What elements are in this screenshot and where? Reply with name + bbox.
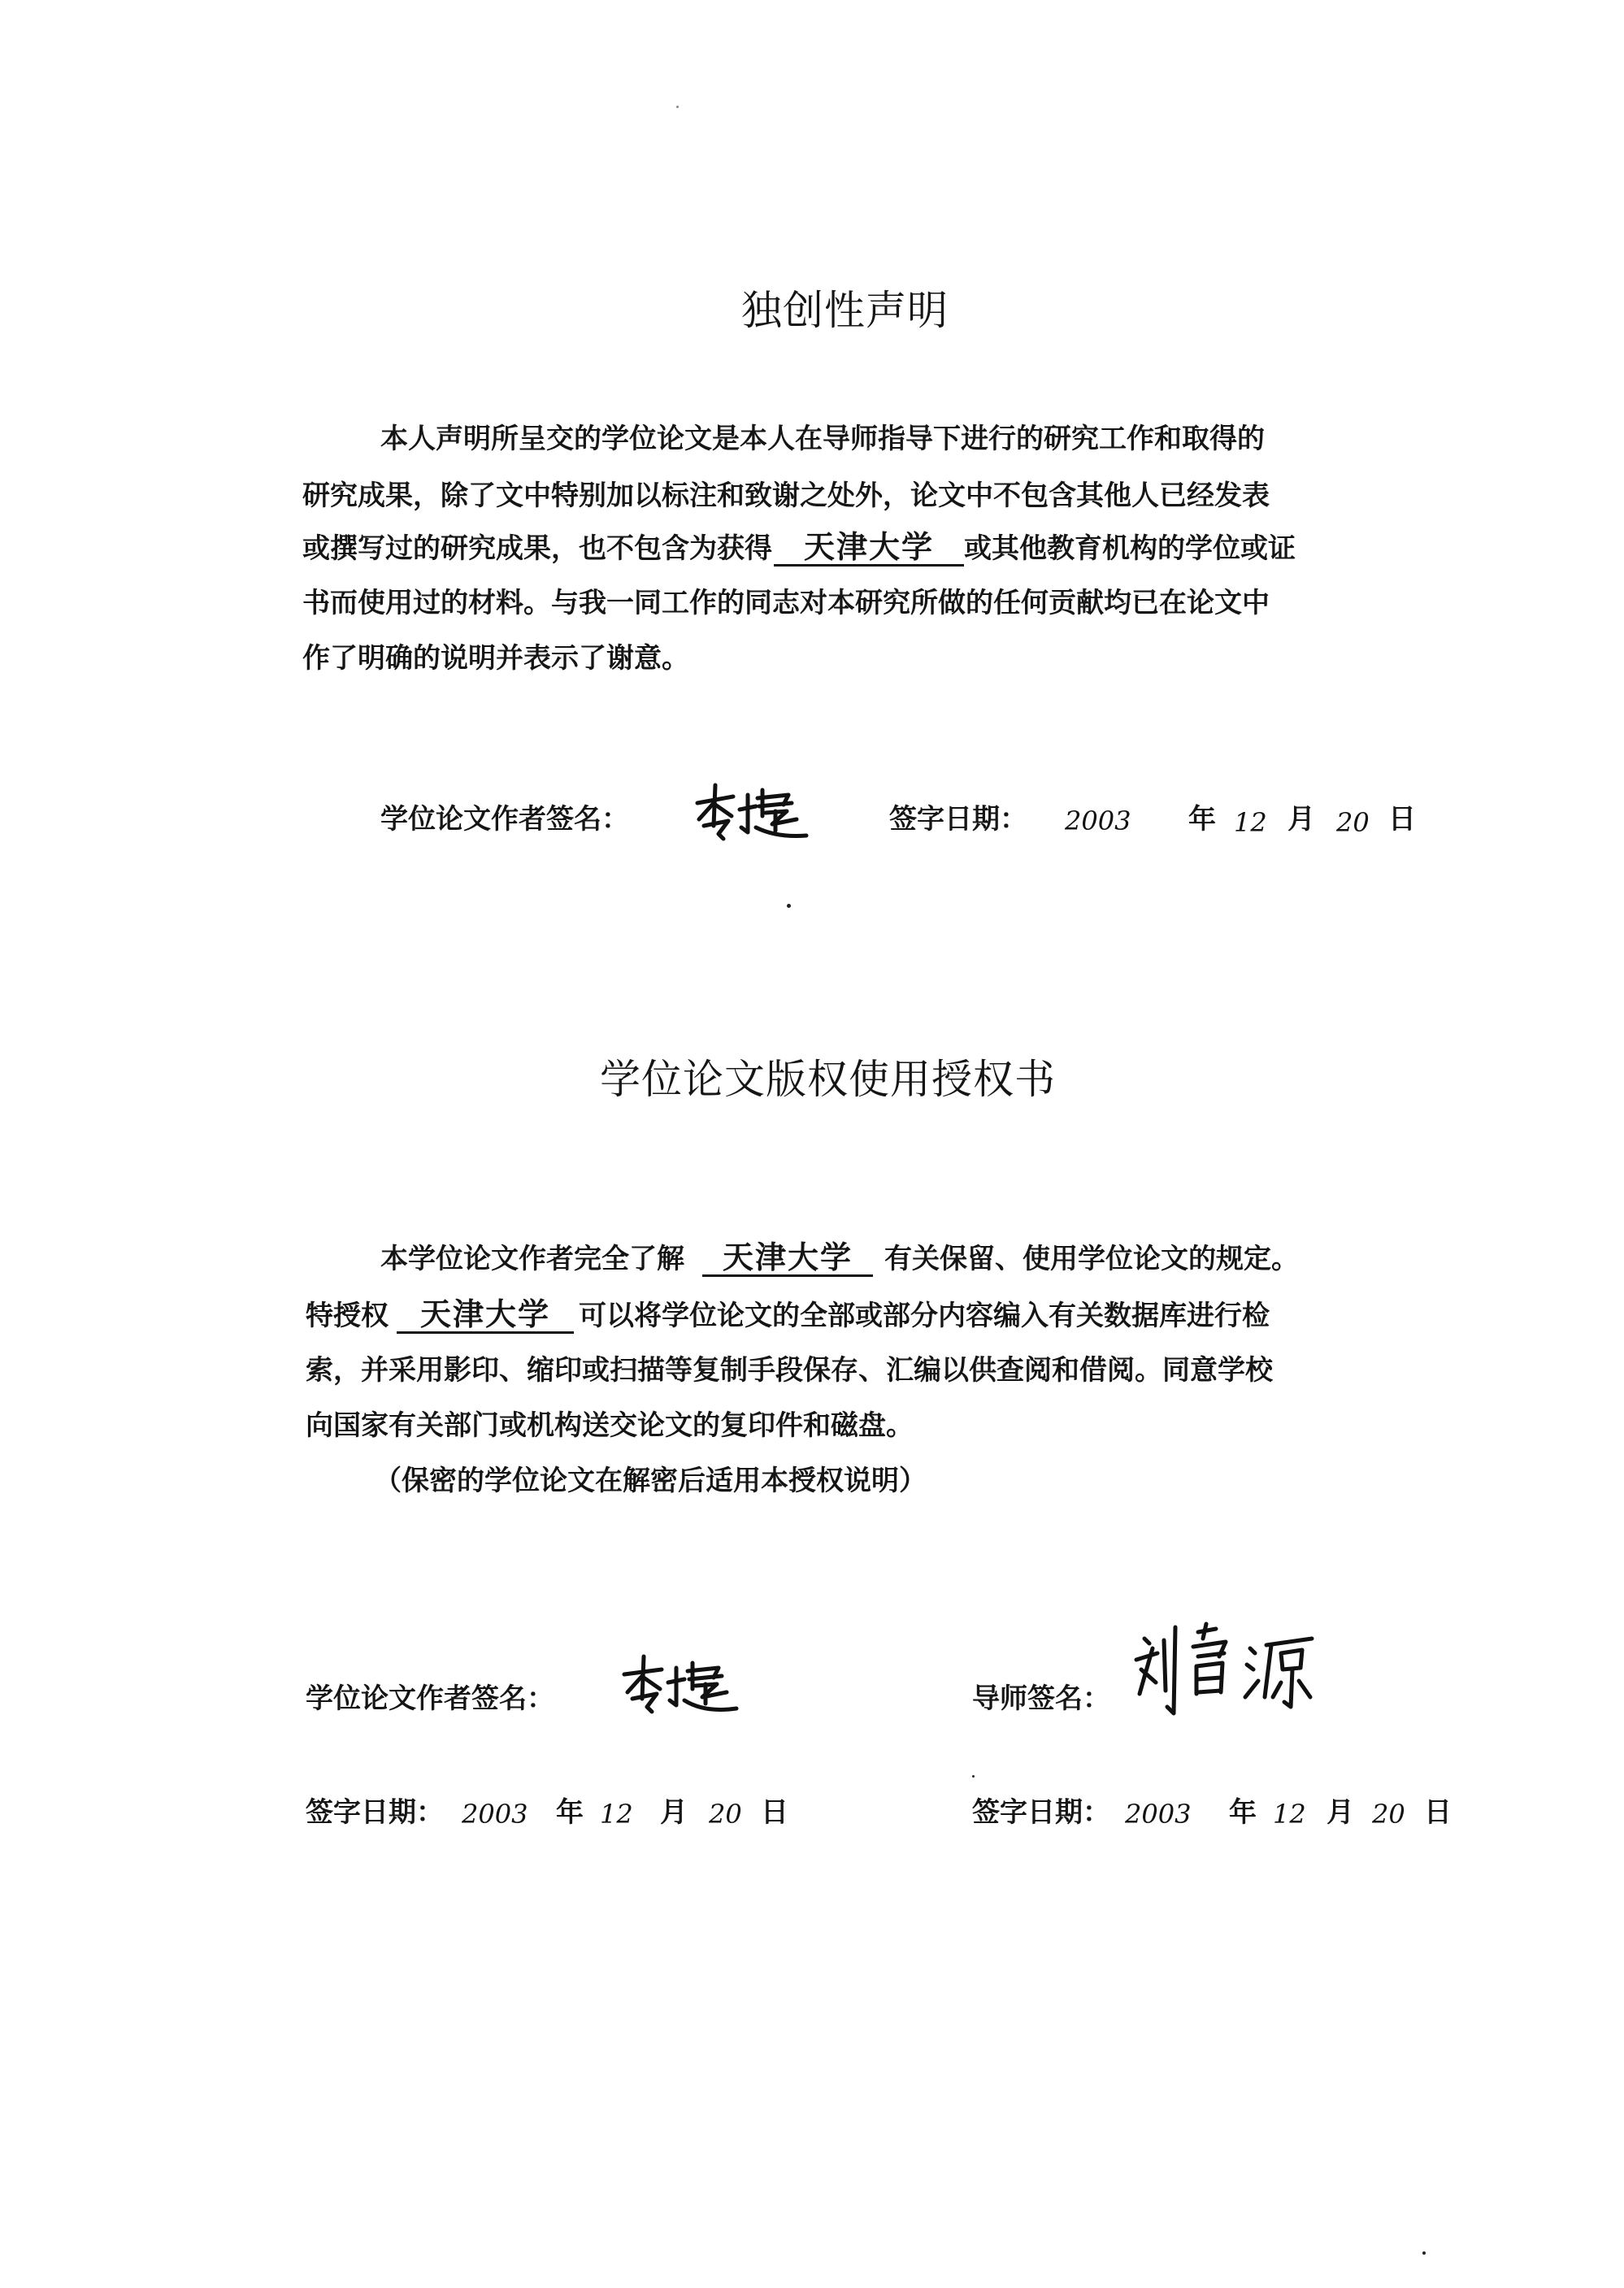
authorization-line-4: 向国家有关部门或机构送交论文的复印件和磁盘。 [306,1409,914,1442]
declaration-line-5: 作了明确的说明并表示了谢意。 [302,642,689,675]
authorization-line-1-post: 有关保留、使用学位论文的规定。 [884,1243,1299,1275]
authorization-author-date-day: 20 [709,1799,742,1830]
supervisor-date-label: 签字日期： [972,1796,1110,1829]
authorization-author-date-label: 签字日期： [306,1796,444,1829]
scan-speck [676,106,679,108]
declaration-line-3-pre: 或撰写过的研究成果，也不包含为获得 [302,532,772,565]
authorization-line-2 [306,1297,1270,1334]
declaration-day-label: 日 [1388,803,1416,836]
handwritten-signature-icon [1128,1616,1340,1730]
authorization-author-date-year: 2003 [462,1799,528,1830]
declaration-author-sign-label: 学位论文作者签名： [380,803,629,836]
university-fill-1: 天津大学 [774,530,964,567]
authorization-line-3: 索，并采用影印、缩印或扫描等复制手段保存、汇编以供查阅和借阅。同意学校 [306,1354,1273,1387]
authorization-author-year-label: 年 [556,1796,584,1829]
author-signature-2 [618,1650,740,1718]
authorization-author-date-month: 12 [600,1799,633,1830]
authorization-title: 学位论文版权使用授权书 [600,1056,1056,1103]
authorization-author-sign-label: 学位论文作者签名： [306,1682,554,1715]
declaration-date-month: 12 [1234,807,1267,838]
declaration-date-year: 2003 [1065,805,1131,836]
authorization-line-1 [380,1240,1299,1277]
supervisor-signature [1128,1616,1340,1730]
scan-speck [972,1775,975,1778]
declaration-line-4: 书而使用过的材料。与我一同工作的同志对本研究所做的任何贡献均已在论文中 [302,587,1270,619]
authorization-line-5: （保密的学位论文在解密后适用本授权说明） [374,1465,927,1497]
declaration-year-label: 年 [1188,803,1216,836]
authorization-line-2-post: 可以将学位论文的全部或部分内容编入有关数据库进行检 [579,1300,1270,1332]
supervisor-day-label: 日 [1424,1796,1452,1829]
supervisor-year-label: 年 [1229,1796,1257,1829]
declaration-date-label: 签字日期： [889,803,1027,836]
declaration-title: 独创性声明 [741,287,949,334]
handwritten-signature-icon [618,1650,740,1718]
university-fill-3: 天津大学 [397,1297,574,1334]
declaration-date-day: 20 [1336,807,1370,838]
authorization-author-day-label: 日 [761,1796,788,1829]
declaration-month-label: 月 [1287,803,1315,836]
supervisor-sign-label: 导师签名： [972,1682,1110,1715]
authorization-author-month-label: 月 [660,1796,688,1829]
declaration-line-3-post: 或其他教育机构的学位或证 [964,532,1296,565]
authorization-line-2-pre: 特授权 [306,1300,389,1332]
scan-speck [787,904,791,908]
supervisor-date-day: 20 [1372,1799,1405,1830]
scan-speck [1422,2251,1426,2255]
supervisor-month-label: 月 [1327,1796,1354,1829]
supervisor-date-month: 12 [1273,1799,1306,1830]
university-fill-2: 天津大学 [702,1240,873,1277]
handwritten-signature-icon [691,779,813,844]
declaration-line-3 [302,530,1296,567]
authorization-line-1-pre: 本学位论文作者完全了解 [380,1243,684,1275]
author-signature-1 [691,779,813,844]
declaration-line-2: 研究成果，除了文中特别加以标注和致谢之处外，论文中不包含其他人已经发表 [302,480,1270,512]
declaration-line-1: 本人声明所呈交的学位论文是本人在导师指导下进行的研究工作和取得的 [380,423,1265,455]
supervisor-date-year: 2003 [1125,1799,1192,1830]
